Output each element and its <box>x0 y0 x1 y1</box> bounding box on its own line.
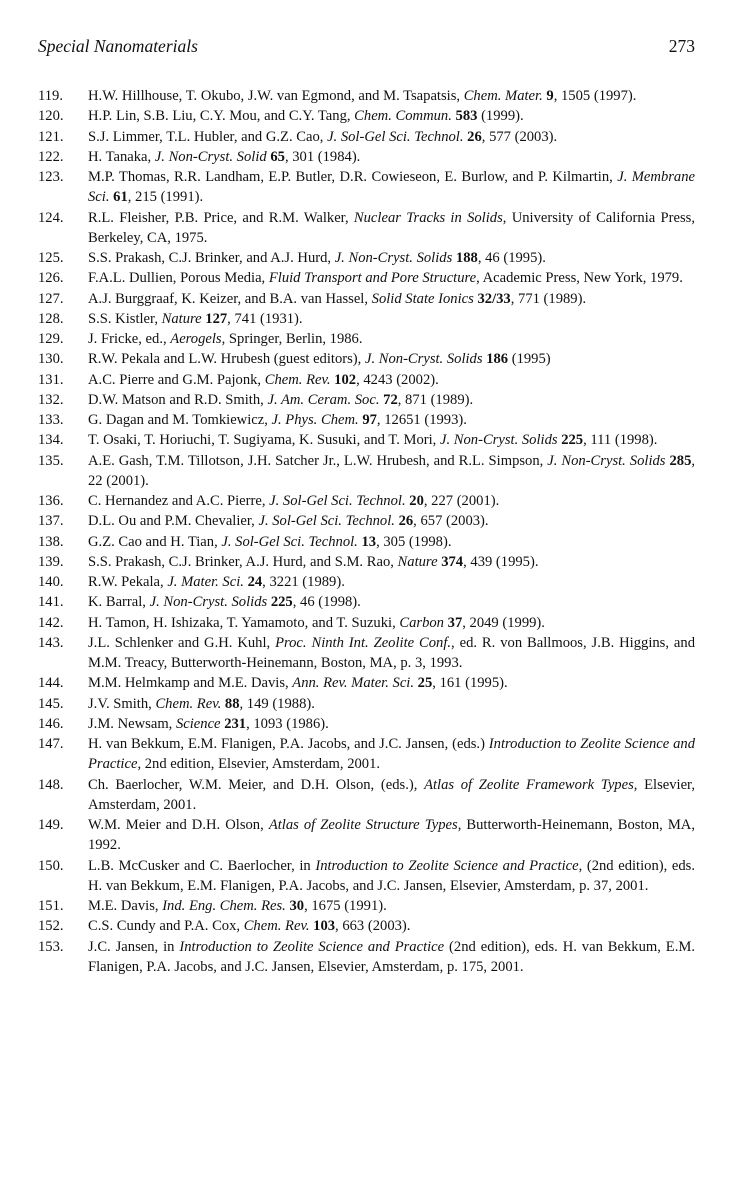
journal-title: Proc. Ninth Int. Zeolite Conf. <box>275 634 452 651</box>
volume-number: 26 <box>398 513 414 530</box>
reference-number: 143. <box>38 634 64 651</box>
volume-number: 225 <box>561 432 584 449</box>
journal-title: Chem. Rev. <box>264 371 331 388</box>
reference-text <box>88 592 695 612</box>
reference-segment: A.E. Gash, T.M. Tillotson, J.H. Satcher Jr., L.W. Hrubesh, and R.L. Simpson, <box>88 452 548 469</box>
reference-item <box>38 410 695 430</box>
reference-segment: , Springer, Berlin, 1986. <box>221 331 363 347</box>
reference-segment: , Butterworth-Heinemann, Boston, MA, 1992. <box>88 817 695 854</box>
reference-number: 145. <box>38 695 64 712</box>
reference-number: 130. <box>38 351 64 368</box>
journal-title: Nature <box>161 310 202 327</box>
reference-number: 139. <box>38 553 64 570</box>
journal-title: Aerogels <box>170 331 222 347</box>
reference-segment: , 657 (2003). <box>413 513 489 530</box>
reference-segment: S.S. Prakash, C.J. Brinker, A.J. Hurd, and S.M. Rao, <box>88 553 398 570</box>
reference-segment: , 3221 (1989). <box>262 574 345 590</box>
journal-title: J. Sol-Gel Sci. Technol. <box>327 128 464 145</box>
journal-title: J. Phys. Chem. <box>271 412 359 428</box>
journal-title: J. Non-Cryst. Solids <box>149 594 268 611</box>
reference-segment: , Elsevier, Amsterdam, 2001. <box>88 776 695 813</box>
reference-segment: W.M. Meier and D.H. Olson, <box>88 817 269 833</box>
reference-segment: , 2nd edition, Elsevier, Amsterdam, 2001. <box>137 756 381 773</box>
journal-title: J. Sol-Gel Sci. Technol. <box>258 513 395 530</box>
reference-item <box>38 268 695 288</box>
volume-number: 102 <box>334 371 357 388</box>
reference-text <box>88 208 695 249</box>
volume-number: 127 <box>205 310 228 327</box>
reference-segment: , 1505 (1997). <box>553 88 637 104</box>
reference-item <box>38 349 695 369</box>
journal-title: Chem. Rev. <box>243 918 310 935</box>
reference-text <box>88 775 695 816</box>
reference-segment: R.W. Pekala, <box>88 574 168 590</box>
reference-text <box>88 937 695 978</box>
volume-number: 13 <box>361 533 377 550</box>
reference-segment: , 46 (1998). <box>292 594 361 611</box>
reference-text <box>88 896 695 916</box>
reference-item <box>38 147 695 167</box>
reference-segment: H.W. Hillhouse, T. Okubo, J.W. van Egmond, and M. Tsapatsis, <box>88 88 464 104</box>
reference-segment: Ch. Baerlocher, W.M. Meier, and D.H. Olson, (eds.), <box>88 776 425 793</box>
reference-item <box>38 451 695 492</box>
reference-number: 126. <box>38 270 64 287</box>
reference-segment: , 22 (2001). <box>88 452 696 489</box>
reference-segment: T. Osaki, T. Horiuchi, T. Sugiyama, K. Susuki, and T. Mori, <box>88 432 440 449</box>
reference-text <box>88 451 695 492</box>
journal-title: Chem. Mater. <box>463 88 543 104</box>
reference-segment: , 149 (1988). <box>239 695 315 712</box>
journal-title: J. Non-Cryst. Solids <box>334 250 453 266</box>
reference-text <box>88 268 695 288</box>
reference-item <box>38 309 695 329</box>
reference-segment: S.S. Prakash, C.J. Brinker, and A.J. Hurd, <box>88 250 335 266</box>
reference-segment: K. Barral, <box>88 594 150 611</box>
reference-number: 144. <box>38 675 64 692</box>
reference-segment: J.C. Jansen, in <box>88 938 180 955</box>
reference-text <box>88 106 695 126</box>
volume-number: 61 <box>113 189 128 206</box>
reference-number: 135. <box>38 452 64 469</box>
reference-number: 142. <box>38 614 64 631</box>
reference-segment: H. van Bekkum, E.M. Flanigen, P.A. Jacobs, and J.C. Jansen, (eds.) <box>88 736 489 752</box>
reference-segment: (1999). <box>477 108 524 125</box>
reference-item <box>38 329 695 349</box>
reference-segment: R.W. Pekala and L.W. Hrubesh (guest editors), <box>88 351 365 368</box>
reference-number: 146. <box>38 715 64 732</box>
reference-segment: , 871 (1989). <box>397 391 474 408</box>
journal-title: Introduction to Zeolite Science and Practice <box>315 857 579 874</box>
reference-segment: , 46 (1995). <box>477 250 546 266</box>
reference-number: 122. <box>38 148 64 165</box>
reference-text <box>88 370 695 390</box>
reference-item <box>38 775 695 816</box>
reference-number: 129. <box>38 331 64 347</box>
reference-segment: , 301 (1984). <box>284 148 361 165</box>
volume-number: 37 <box>447 614 463 631</box>
running-header <box>38 36 695 62</box>
journal-title: Fluid Transport and Pore Structure <box>268 270 477 287</box>
reference-item <box>38 390 695 410</box>
reference-segment: , 161 (1995). <box>432 675 508 692</box>
reference-segment: (1995) <box>508 351 551 368</box>
reference-number: 132. <box>38 391 64 408</box>
reference-text <box>88 613 695 633</box>
reference-segment: , 2049 (1999). <box>462 614 545 631</box>
volume-number: 186 <box>486 351 509 368</box>
reference-text <box>88 511 695 531</box>
reference-segment: , 227 (2001). <box>423 493 500 509</box>
reference-number: 121. <box>38 128 64 145</box>
reference-segment: , 1675 (1991). <box>304 898 387 914</box>
reference-segment: J.V. Smith, <box>88 695 156 712</box>
reference-text <box>88 532 695 552</box>
journal-title: J. Mater. Sci. <box>167 574 244 590</box>
reference-segment: H. Tanaka, <box>88 148 155 165</box>
journal-title: Chem. Rev. <box>155 695 222 712</box>
reference-number: 152. <box>38 918 64 935</box>
reference-text <box>88 734 695 775</box>
volume-number: 231 <box>224 715 247 732</box>
volume-number: 97 <box>362 412 377 428</box>
reference-item <box>38 430 695 450</box>
reference-segment: J.M. Newsam, <box>88 715 176 732</box>
reference-number: 140. <box>38 574 64 590</box>
volume-number: 103 <box>313 918 336 935</box>
reference-segment: , 4243 (2002). <box>356 371 439 388</box>
journal-title: Atlas of Zeolite Structure Types <box>268 817 458 833</box>
reference-item <box>38 896 695 916</box>
reference-text <box>88 167 695 208</box>
reference-text <box>88 714 695 734</box>
volume-number: 65 <box>270 148 285 165</box>
reference-segment: S.J. Limmer, T.L. Hubler, and G.Z. Cao, <box>88 128 328 145</box>
reference-item <box>38 248 695 268</box>
running-title: Special Nanomaterials <box>38 36 198 56</box>
reference-segment: (2nd edition), eds. H. van Bekkum, E.M. Flanigen, P.A. Jacobs, and J.C. Jansen, Elsevier, Amsterdam, p. 175, 2001. <box>88 938 695 975</box>
reference-item <box>38 592 695 612</box>
journal-title: Solid State Ionics <box>371 290 474 307</box>
reference-segment: R.L. Fleisher, P.B. Price, and R.M. Walker, <box>88 209 354 226</box>
reference-text <box>88 552 695 572</box>
volume-number: 25 <box>417 675 433 692</box>
reference-item <box>38 370 695 390</box>
volume-number: 72 <box>383 391 398 408</box>
reference-item <box>38 167 695 208</box>
reference-number: 125. <box>38 250 64 266</box>
reference-segment: , 12651 (1993). <box>376 412 467 428</box>
reference-item <box>38 714 695 734</box>
volume-number: 285 <box>669 452 692 469</box>
reference-number: 128. <box>38 310 64 327</box>
reference-number: 119. <box>38 88 63 104</box>
reference-text <box>88 410 695 430</box>
volume-number: 225 <box>270 594 293 611</box>
reference-text <box>88 289 695 309</box>
reference-text <box>88 309 695 329</box>
reference-segment: S.S. Kistler, <box>88 310 162 327</box>
reference-item <box>38 815 695 856</box>
volume-number: 24 <box>247 574 263 590</box>
reference-number: 124. <box>38 209 64 226</box>
journal-title: Nuclear Tracks in Solids <box>353 209 503 226</box>
reference-text <box>88 491 695 511</box>
reference-number: 149. <box>38 817 64 833</box>
reference-segment: , ed. R. von Ballmoos, J.B. Higgins, and M.M. Treacy, Butterworth-Heinemann, Boston, MA, p. 3, 1993. <box>88 634 695 671</box>
reference-segment: , 771 (1989). <box>510 290 587 307</box>
reference-segment: , 305 (1998). <box>376 533 452 550</box>
journal-title: J. Non-Cryst. Solids <box>364 351 483 368</box>
journal-title: J. Non-Cryst. Solid <box>154 148 267 165</box>
reference-item <box>38 106 695 126</box>
reference-item <box>38 289 695 309</box>
reference-segment: , 577 (2003). <box>481 128 558 145</box>
journal-title: J. Non-Cryst. Solids <box>439 432 558 449</box>
reference-text <box>88 147 695 167</box>
reference-item <box>38 532 695 552</box>
page-number: 273 <box>668 36 695 56</box>
reference-text <box>88 127 695 147</box>
reference-segment: C. Hernandez and A.C. Pierre, <box>88 493 270 509</box>
journal-title: Carbon <box>399 614 444 631</box>
reference-text <box>88 248 695 268</box>
reference-segment: G. Dagan and M. Tomkiewicz, <box>88 412 272 428</box>
reference-segment: , (2nd edition), eds. H. van Bekkum, E.M. Flanigen, P.A. Jacobs, and J.C. Jansen, Elsevier, Amsterdam, p. 37, 2001. <box>88 857 695 894</box>
reference-segment: , 1093 (1986). <box>246 715 329 732</box>
reference-item <box>38 937 695 978</box>
reference-number: 138. <box>38 533 64 550</box>
volume-number: 88 <box>224 695 240 712</box>
reference-item <box>38 633 695 674</box>
reference-item <box>38 552 695 572</box>
journal-title: Introduction to Zeolite Science and Practice <box>88 736 695 773</box>
reference-item <box>38 208 695 249</box>
reference-item <box>38 734 695 775</box>
reference-number: 136. <box>38 493 64 509</box>
journal-title: Science <box>175 715 221 732</box>
reference-text <box>88 390 695 410</box>
journal-title: Ind. Eng. Chem. Res. <box>162 898 286 914</box>
journal-title: J. Membrane Sci. <box>88 169 695 206</box>
volume-number: 20 <box>409 493 424 509</box>
reference-segment: M.M. Helmkamp and M.E. Davis, <box>88 675 293 692</box>
reference-text <box>88 916 695 936</box>
reference-segment: , 439 (1995). <box>463 553 539 570</box>
reference-segment: , Academic Press, New York, 1979. <box>476 270 683 287</box>
reference-segment: A.C. Pierre and G.M. Pajonk, <box>88 371 265 388</box>
reference-item <box>38 572 695 592</box>
reference-segment: L.B. McCusker and C. Baerlocher, in <box>88 857 316 874</box>
volume-number: 30 <box>289 898 305 914</box>
reference-text <box>88 86 695 106</box>
volume-number: 9 <box>546 88 554 104</box>
reference-item <box>38 491 695 511</box>
reference-segment: A.J. Burggraaf, K. Keizer, and B.A. van Hassel, <box>88 290 372 307</box>
reference-item <box>38 916 695 936</box>
reference-text <box>88 572 695 592</box>
reference-item <box>38 856 695 897</box>
reference-text <box>88 856 695 897</box>
reference-number: 153. <box>38 938 64 955</box>
reference-segment: , 663 (2003). <box>335 918 411 935</box>
journal-title: Ann. Rev. Mater. Sci. <box>292 675 415 692</box>
reference-segment: J.L. Schlenker and G.H. Kuhl, <box>88 634 276 651</box>
reference-segment: , 215 (1991). <box>127 189 204 206</box>
reference-number: 141. <box>38 594 64 611</box>
reference-segment: M.E. Davis, <box>88 898 163 914</box>
journal-title: J. Sol-Gel Sci. Technol. <box>221 533 358 550</box>
journal-title: J. Non-Cryst. Solids <box>547 452 666 469</box>
reference-text <box>88 349 695 369</box>
journal-title: Nature <box>397 553 438 570</box>
reference-number: 151. <box>38 898 64 914</box>
reference-segment: , University of California Press, Berkeley, CA, 1975. <box>88 209 695 246</box>
reference-list <box>38 86 695 977</box>
reference-number: 123. <box>38 169 64 185</box>
reference-number: 137. <box>38 513 64 530</box>
journal-title: J. Sol-Gel Sci. Technol. <box>269 493 406 509</box>
reference-segment: C.S. Cundy and P.A. Cox, <box>88 918 244 935</box>
volume-number: 583 <box>455 108 478 125</box>
reference-segment: D.W. Matson and R.D. Smith, <box>88 391 268 408</box>
reference-segment: D.L. Ou and P.M. Chevalier, <box>88 513 259 530</box>
reference-segment: , 741 (1931). <box>227 310 303 327</box>
reference-text <box>88 815 695 856</box>
reference-number: 150. <box>38 857 64 874</box>
journal-title: Chem. Commun. <box>354 108 452 125</box>
journal-title: Introduction to Zeolite Science and Practice <box>179 938 445 955</box>
reference-segment: , 111 (1998). <box>583 432 658 449</box>
reference-segment: H. Tamon, H. Ishizaka, T. Yamamoto, and T. Suzuki, <box>88 614 400 631</box>
volume-number: 374 <box>441 553 464 570</box>
reference-text <box>88 430 695 450</box>
reference-number: 148. <box>38 776 64 793</box>
reference-number: 134. <box>38 432 64 449</box>
volume-number: 32/33 <box>477 290 511 307</box>
reference-item <box>38 127 695 147</box>
reference-number: 120. <box>38 108 64 125</box>
reference-segment: G.Z. Cao and H. Tian, <box>88 533 222 550</box>
reference-item <box>38 673 695 693</box>
reference-number: 127. <box>38 290 64 307</box>
reference-item <box>38 86 695 106</box>
reference-number: 133. <box>38 412 64 428</box>
reference-segment: J. Fricke, ed., <box>88 331 171 347</box>
reference-item <box>38 511 695 531</box>
reference-item <box>38 694 695 714</box>
reference-segment: F.A.L. Dullien, Porous Media, <box>88 270 269 287</box>
reference-item <box>38 613 695 633</box>
reference-segment: H.P. Lin, S.B. Liu, C.Y. Mou, and C.Y. Tang, <box>88 108 355 125</box>
reference-text <box>88 673 695 693</box>
reference-segment: M.P. Thomas, R.R. Landham, E.P. Butler, D.R. Cowieseon, E. Burlow, and P. Kilmartin, <box>88 169 618 185</box>
reference-text <box>88 633 695 674</box>
volume-number: 26 <box>467 128 482 145</box>
reference-number: 147. <box>38 736 64 752</box>
volume-number: 188 <box>455 250 478 266</box>
journal-title: J. Am. Ceram. Soc. <box>267 391 380 408</box>
journal-title: Atlas of Zeolite Framework Types <box>424 776 634 793</box>
reference-text <box>88 329 695 349</box>
reference-text <box>88 694 695 714</box>
reference-number: 131. <box>38 371 64 388</box>
